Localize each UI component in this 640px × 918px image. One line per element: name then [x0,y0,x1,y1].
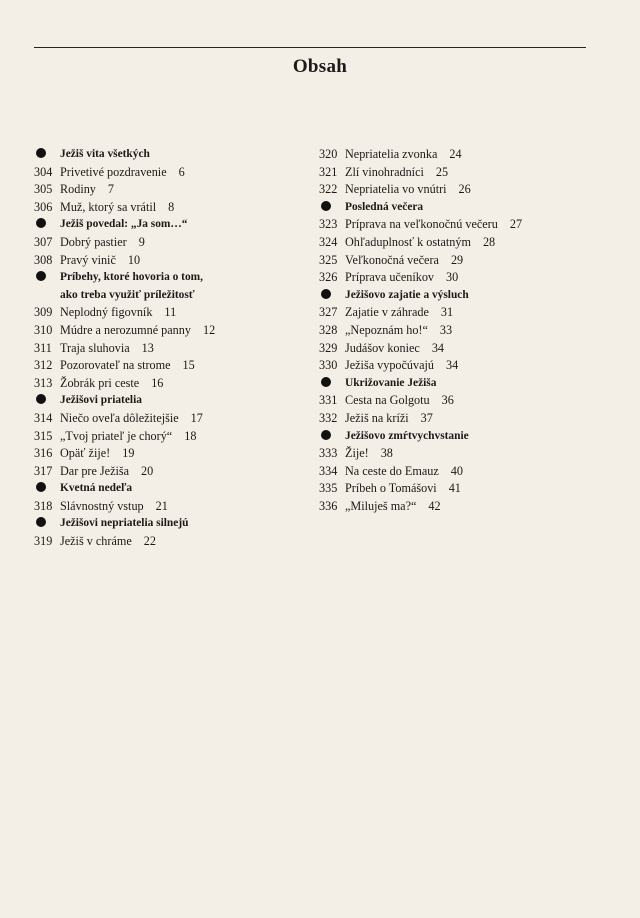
entry-title: Múdre a nerozumné panny [60,322,191,337]
bullet-icon [36,148,46,158]
entry-number: 336 [319,498,338,513]
toc-entry [319,181,589,199]
entry-page: 17 [190,410,203,425]
toc-entry [319,410,589,428]
toc-section-heading [319,375,589,393]
entry-title: Príbeh o Tomášovi [345,481,437,496]
entry-page: 22 [143,534,156,549]
toc-entry [319,304,589,322]
toc-entry [34,340,304,358]
entry-title: „Tvoj priateľ je chorý“ [60,428,173,443]
entry-number: 316 [34,446,53,461]
entry-page: 42 [428,498,441,513]
entry-number: 334 [319,463,338,478]
entry-number: 309 [34,305,53,320]
entry-title: Cesta na Golgotu [345,393,430,408]
bullet-icon [321,377,331,387]
section-title: Kvetná nedeľa [60,482,133,495]
entry-title: Príprava učeníkov [345,270,435,285]
entry-number: 330 [319,358,338,373]
entry-page: 27 [509,217,523,232]
bullet-icon [321,430,331,440]
toc-section-heading [319,199,589,217]
toc-entry [34,164,304,182]
entry-title: Veľkonočná večera [345,252,439,267]
entry-page: 19 [122,446,135,461]
entry-page: 37 [420,410,433,425]
toc-entry [34,428,304,446]
bullet-icon [321,201,331,211]
entry-number: 304 [34,164,53,179]
entry-title: Traja sluhovia [60,340,130,355]
entry-number: 323 [319,217,338,232]
entry-number: 328 [319,322,338,337]
entry-page: 31 [440,305,454,320]
entry-title: Niečo oveľa dôležitejšie [60,410,179,425]
bullet-icon [36,517,46,527]
toc-entry [319,164,589,182]
entry-number: 318 [34,498,53,513]
entry-number: 314 [34,410,53,425]
entry-page: 28 [482,234,496,249]
toc-entry [34,199,304,217]
entry-number: 325 [319,252,338,267]
entry-page: 7 [107,182,114,197]
entry-page: 24 [449,147,462,161]
toc-section-heading [34,515,304,533]
entry-title: Pravý vinič [60,252,116,267]
entry-page: 6 [178,164,185,179]
entry-page: 36 [441,393,454,408]
section-title: Príbehy, ktoré hovoria o tom, [60,271,203,284]
entry-number: 329 [319,340,338,355]
entry-page: 33 [439,322,453,337]
entry-title: Žije! [345,446,369,461]
entry-title: Ohľaduplnosť k ostatným [345,234,471,249]
entry-number: 321 [319,164,338,179]
bullet-icon [321,289,331,299]
entry-number: 317 [34,463,53,478]
entry-title: Privetivé pozdravenie [60,164,167,179]
toc-entry [319,269,589,287]
entry-title: Slávnostný vstup [60,498,144,513]
entry-number: 310 [34,322,53,337]
entry-title: Opäť žije! [60,446,111,461]
toc-section-heading [34,392,304,410]
entry-title: Príprava na veľkonočnú večeru [345,217,498,232]
toc-entry [34,322,304,340]
toc-entry [34,375,304,393]
entry-page: 34 [446,358,459,373]
entry-page: 8 [168,199,175,214]
toc-section-heading [34,269,304,304]
entry-title: Dar pre Ježiša [60,463,130,478]
entry-page: 11 [164,305,177,320]
entry-title: Dobrý pastier [60,234,127,249]
toc-entry [34,181,304,199]
section-title: Ježišovi priatelia [60,394,142,407]
bullet-icon [36,271,46,281]
entry-title: Ježiš v chráme [60,534,132,549]
entry-number: 306 [34,199,53,214]
entry-title: „Nepoznám ho!“ [345,322,428,337]
entry-number: 326 [319,270,338,285]
entry-page: 13 [141,340,154,355]
toc-right-column [319,146,589,515]
toc-section-heading [319,287,589,305]
toc-entry [319,445,589,463]
entry-title: Žobrák pri ceste [60,375,140,390]
entry-page: 34 [431,340,444,355]
toc-left-column [34,146,304,551]
toc-entry [319,357,589,375]
entry-number: 311 [34,340,52,355]
section-title: Ježiš vita všetkých [60,148,150,160]
entry-page: 26 [458,182,471,197]
entry-page: 10 [127,252,141,267]
entry-number: 313 [34,375,53,390]
entry-page: 12 [202,322,216,337]
entry-number: 331 [319,393,338,408]
entry-page: 30 [446,270,459,285]
toc-entry [319,480,589,498]
bullet-icon [36,394,46,404]
toc-entry [319,322,589,340]
entry-title: Rodiny [60,182,96,197]
entry-number: 319 [34,534,53,549]
toc-entry [319,463,589,481]
entry-page: 15 [182,358,195,373]
section-title: Ježišovo zmŕtvychvstanie [345,429,469,442]
entry-title: „Miluješ ma?“ [345,498,417,513]
toc-section-heading [34,146,304,164]
toc-entry [34,252,304,270]
toc-entry [319,392,589,410]
entry-number: 333 [319,446,338,461]
toc-entry [34,463,304,481]
entry-number: 332 [319,410,338,425]
entry-page: 41 [448,481,461,496]
entry-title: Neplodný figovník [60,305,153,320]
toc-entry [34,498,304,516]
toc-section-heading [319,428,589,446]
entry-page: 18 [184,428,197,443]
entry-number: 315 [34,428,53,443]
entry-title: Nepriatelia vo vnútri [345,182,447,197]
toc-section-heading [34,216,304,234]
entry-number: 308 [34,252,53,267]
toc-entry [34,357,304,375]
toc-entry [319,340,589,358]
toc-entry [319,146,589,164]
entry-title: Judášov koniec [345,340,420,355]
bullet-icon [36,482,46,492]
toc-entry [319,234,589,252]
toc-section-heading [34,480,304,498]
entry-page: 21 [155,498,168,513]
entry-title: Ježiš na kríži [345,410,409,425]
entry-title: Nepriatelia zvonka [345,147,438,161]
toc-entry [319,252,589,270]
entry-title: Muž, ktorý sa vrátil [60,199,157,214]
page-title: Obsah [292,56,348,77]
entry-page: 40 [450,463,463,478]
section-title: Posledná večera [345,200,424,213]
entry-title: Na ceste do Emauz [345,463,439,478]
entry-page: 38 [380,446,393,461]
toc-entry [319,216,589,234]
entry-number: 335 [319,481,338,496]
section-title: Ježišovo zajatie a výsluch [345,288,469,301]
bullet-icon [36,218,46,228]
entry-title: Zlí vinohradníci [345,164,424,179]
entry-number: 322 [319,182,338,197]
entry-page: 16 [151,375,164,390]
entry-page: 9 [138,234,145,249]
entry-number: 327 [319,305,338,320]
section-title: Ukrižovanie Ježiša [345,376,437,389]
toc-entry [34,304,304,322]
entry-number: 305 [34,182,53,197]
entry-number: 307 [34,234,53,249]
entry-title: Ježiša vypočúvajú [345,358,435,373]
entry-number: 324 [319,234,338,249]
toc-entry [34,234,304,252]
entry-page: 20 [141,463,154,478]
toc-entry [34,533,304,551]
entry-page: 25 [435,164,449,179]
toc-entry [34,445,304,463]
toc-entry [34,410,304,428]
entry-title: Zajatie v záhrade [345,305,429,320]
section-title: Ježišovi nepriatelia silnejú [60,517,189,530]
section-title: Ježiš povedal: „Ja som…“ [60,218,188,231]
entry-title: Pozorovateľ na strome [60,358,171,373]
top-rule [34,47,586,48]
entry-number: 312 [34,358,53,373]
entry-number: 320 [319,147,338,161]
section-title-continued: ako treba využiť príležitosť [60,288,195,301]
toc-entry [319,498,589,516]
entry-page: 29 [450,252,464,267]
